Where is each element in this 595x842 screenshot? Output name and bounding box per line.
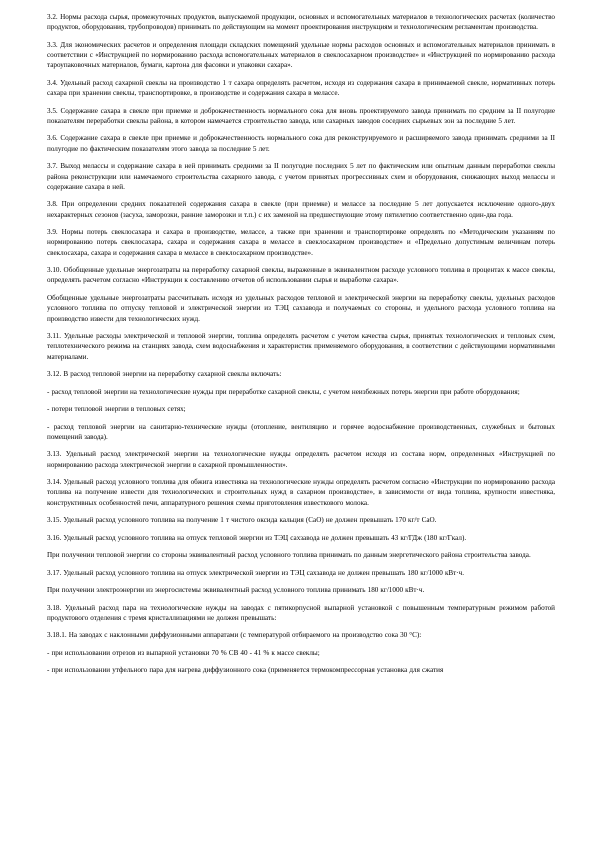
list-item-heat-losses: - потери тепловой энергии в тепловых сетях; — [47, 405, 186, 414]
paragraph-3-7: 3.7. Выход мелассы и содержание сахара в ней принимать средними за II полугодие последних 5 лет по фактическим или опытным данным переработки свеклы района реконструкции или намечаемого строительства сахарного завода, с учетом принятых прогрессивных схем и оборудования, снижающих выход мелассы и содержание сахара в ней. — [47, 162, 555, 191]
paragraph-3-2: 3.2. Нормы расхода сырья, промежуточных продуктов, выпускаемой продукции, основных и вспомогательных материалов в технологических расчетах (количество продуктов, оборудования, трубопроводов) принимать по действующим на момент проектирования инструкциям и технологическим регламентам производства. — [47, 13, 555, 32]
paragraph-3-10: 3.10. Обобщенные удельные энергозатраты на переработку сахарной свеклы, выраженные в эквивалентном расходе условного топлива в процентах к массе свеклы, определять расчетом согласно «Инструкции к составлению отчетов об использовании сырья и выработке сахара». — [47, 266, 555, 285]
paragraph-3-13: 3.13. Удельный расход электрической энергии на технологические нужды определять расчетом исходя из состава норм, определенных «Инструкцией по нормированию расхода электрической энергии в сахарной промышленности». — [47, 450, 555, 469]
document-page — [47, 12, 555, 682]
paragraph-3-12: 3.12. В расход тепловой энергии на переработку сахарной свеклы включать: — [47, 370, 282, 379]
paragraph-3-15: 3.15. Удельный расход условного топлива на получение 1 т чистого оксида кальция (СаО) не должен превышать 170 кг/т СаО. — [47, 516, 437, 525]
paragraph-3-18-1: 3.18.1. На заводах с наклонными диффузионными аппаратами (с температурой отбираемого на производство сока 30 °С): — [47, 631, 422, 640]
paragraph-3-16: 3.16. Удельный расход условного топлива на отпуск тепловой энергии из ТЭЦ сахзавода не должен превышать 43 кг/ГДж (180 кг/Гкал). — [47, 533, 467, 542]
paragraph-3-11: 3.11. Удельные расходы электрической и тепловой энергии, топлива определять расчетом с учетом качества сырья, принятых технологических и тепловых схем, теплотехнического режима на станциях завода, схем водоснабжения и характеристик применяемого оборудования, в соответствии с действующими нормативными материалами. — [47, 332, 555, 361]
paragraph-electricity-external: При получении электроэнергии из энергосистемы эквивалентный расход условного топлива принимать 180 кг/1000 кВт·ч. — [47, 586, 425, 595]
paragraph-3-9: 3.9. Нормы потерь свеклосахара и сахара в производстве, мелассе, а также при хранении и транспортировке определять по «Методическим указаниям по нормированию потерь свеклосахара, сахара и содержания сахара в мелассе в свеклосахарном производстве» и «Предельно допустимым величинам потерь свеклосахара, сахара и содержания сахара в мелассе в свеклосахарном производстве». — [47, 228, 555, 257]
paragraph-energy-costs: Обобщенные удельные энергозатраты рассчитывать исходя из удельных расходов тепловой и электрической энергии на переработку свеклы, удельных расходов условного топлива по отпуску тепловой и электрической энергии из ТЭЦ сахзавода и получаемых со стороны, и удельного расхода условного топлива на производство извести для технологических нужд. — [47, 293, 555, 323]
paragraph-3-4: 3.4. Удельный расход сахарной свеклы на производство 1 т сахара определять расчетом, исходя из содержания сахара в принимаемой свекле, нормативных потерь сахара при хранении свеклы, транспортировке, в производстве и содержания сахара в мелассе. — [47, 78, 555, 98]
paragraph-3-5: 3.5. Содержание сахара в свекле при приемке и доброкачественность нормального сока для вновь проектируемого завода принимать по средним за II полугодие показателям переработки свеклы района, в котором намечается строительство завода, или сахарных заводов соседних сырьевых зон за последние 5 лет. — [47, 106, 555, 125]
paragraph-3-3: 3.3. Для экономических расчетов и определения площади складских помещений удельные нормы расходов основных и вспомогательных материалов принимать в соответствии с «Инструкцией по нормированию расхода вспомогательных материалов в свеклосахарном производстве» и «Инструкцией по нормированию расхода тароупаковочных материалов, бумаги, картона для фасовки и упаковки сахара». — [47, 40, 555, 70]
paragraph-heat-external: При получении тепловой энергии со стороны эквивалентный расход условного топлива принимать по данным энергетического района строительства завода. — [47, 551, 531, 560]
paragraph-3-14: 3.14. Удельный расход условного топлива для обжига известняка на технологические нужды определять расчетом согласно «Инструкции по нормированию расхода топлива на получение извести для технологических и строительных нужд в сахарном производстве», в зависимости от вида топлива, крупности известняка, конструктивных особенностей печи, аппаратурного решения схемы приготовления известкового молока. — [47, 478, 555, 507]
list-item-heat-technological: - расход тепловой энергии на технологические нужды при переработке сахарной свеклы, с учетом неизбежных потерь энергии при работе оборудования; — [47, 387, 520, 396]
paragraph-3-18: 3.18. Удельный расход пара на технологические нужды на заводах с пятикорпусной выпарной установкой с повышенным температурным режимом работой продуктового отделения с тремя кристаллизациями не должен превышать: — [47, 603, 555, 622]
list-item-massecuite-vapour: - при использовании утфельного пара для нагрева диффузионного сока (применяется термокомпрессорная установка для сжатия — [47, 666, 444, 675]
paragraph-3-6: 3.6. Содержание сахара в свекле при приемке и доброкачественность нормального сока для реконструируемого и расширяемого завода принимать средними за II полугодие по фактическим показателям этого завода за последние 5 лет. — [47, 134, 555, 153]
list-item-heat-sanitary: - расход тепловой энергии на санитарно-технические нужды (отопление, вентиляцию и горячее водоснабжение производственных, служебных и бытовых помещений завода). — [47, 422, 555, 441]
list-item-evaporator-extracts: - при использовании отрезов из выпарной установки 70 % СВ 40 - 41 % к массе свеклы; — [47, 648, 320, 657]
paragraph-3-8: 3.8. При определении средних показателей содержания сахара в свекле (при приемке) и мелассе за последние 5 лет допускается исключение одного-двух нехарактерных сезонов (засуха, заморозки, ранние заморозки и т.п.) с их заменой на предшествующие этому пятилетию соответственно один-два года. — [47, 200, 555, 219]
paragraph-3-17: 3.17. Удельный расход условного топлива на отпуск электрической энергии из ТЭЦ сахзавода не должен превышать 180 кг/1000 кВт·ч. — [47, 568, 465, 577]
